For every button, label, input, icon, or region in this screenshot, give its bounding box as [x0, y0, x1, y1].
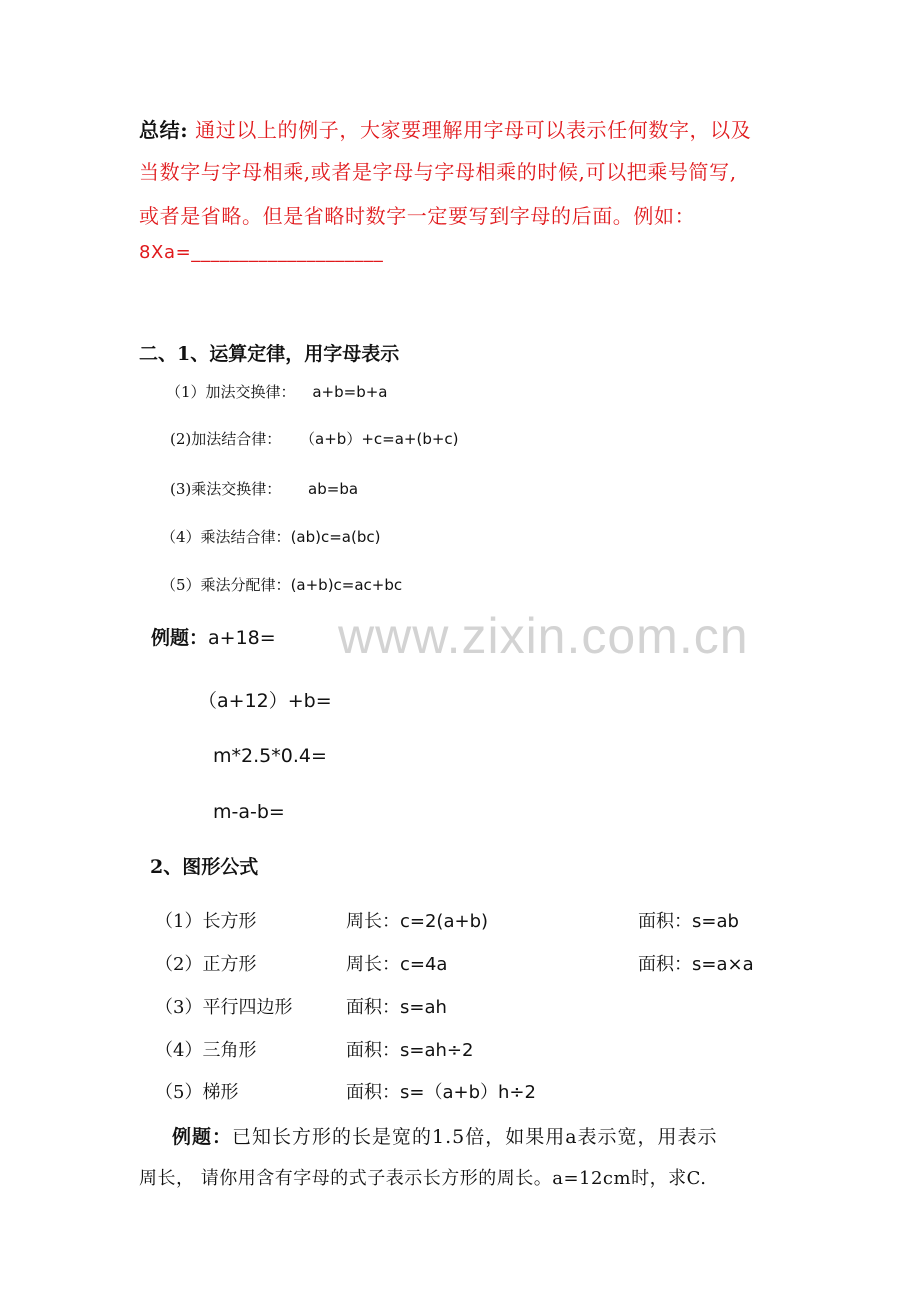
example-label: 例题： — [151, 627, 209, 649]
summary-line-3: 或者是省略。但是省略时数字一定要写到字母的后面。例如： — [139, 204, 696, 228]
law-row-5 — [161, 574, 402, 595]
law-num: (3) — [170, 480, 192, 498]
law-name: 乘法交换律： — [191, 480, 282, 498]
law-num: （5） — [161, 576, 201, 594]
shape-row — [155, 1078, 238, 1104]
law-formula: (ab)c=a(bc) — [290, 528, 381, 546]
law-row-2 — [170, 428, 459, 449]
summary-line-2: 当数字与字母相乘,或者是字母与字母相乘的时候,可以把乘号简写, — [139, 160, 737, 184]
law-row-4 — [161, 526, 380, 547]
shape-num: （1） — [155, 911, 203, 932]
law-name: 加法结合律： — [191, 430, 282, 448]
law-name: 乘法结合律： — [200, 528, 291, 546]
law-formula: ab=ba — [308, 480, 359, 498]
shape-row — [155, 1036, 256, 1062]
shape-formula: 面积：s=ab — [638, 911, 739, 932]
shape-formula: 面积：s=ah÷2 — [346, 1040, 474, 1061]
section2-heading: 2、图形公式 — [150, 856, 259, 878]
shape-num: （5） — [155, 1082, 203, 1103]
example-expr: m-a-b= — [213, 801, 285, 823]
shape-name: 正方形 — [202, 954, 257, 975]
shape-formula: 面积：s=（a+b）h÷2 — [346, 1082, 536, 1103]
example-row-1 — [151, 623, 276, 650]
shape-name: 三角形 — [202, 1040, 257, 1061]
example-expr: a+18= — [208, 627, 276, 649]
shape-formula: 面积：s=a×a — [638, 954, 754, 975]
law-num: （4） — [161, 528, 201, 546]
shape-num: （2） — [155, 954, 203, 975]
summary-text-1: 通过以上的例子，大家要理解用字母可以表示任何数字，以及 — [195, 118, 752, 142]
example-label: 例题： — [172, 1126, 233, 1148]
law-name: 乘法分配律： — [200, 576, 291, 594]
law-row-3 — [170, 478, 358, 499]
law-name: 加法交换律： — [205, 383, 296, 401]
law-row-1 — [166, 381, 387, 402]
example-expr: （a+12）+b= — [198, 690, 332, 712]
law-num: (2) — [170, 430, 192, 448]
law-num: （1） — [166, 383, 206, 401]
example-expr: m*2.5*0.4= — [213, 745, 327, 767]
shape-formula: 面积：s=ah — [346, 997, 447, 1018]
law-formula: a+b=b+a — [312, 383, 388, 401]
shape-formula: 周长：c=2(a+b) — [346, 911, 489, 932]
shape-name: 梯形 — [202, 1082, 239, 1103]
summary-line-1 — [139, 114, 751, 143]
summary-label: 总结: — [139, 118, 189, 142]
shape-num: （3） — [155, 997, 203, 1018]
section1-heading: 二、1、运算定律，用字母表示 — [139, 343, 400, 365]
shape-row — [155, 907, 256, 933]
watermark: www.zixin.com.cn — [338, 608, 749, 664]
shape-num: （4） — [155, 1040, 203, 1061]
law-formula: (a+b)c=ac+bc — [290, 576, 403, 594]
final-example-line-1 — [172, 1122, 718, 1149]
shape-formula: 周长：c=4a — [346, 954, 448, 975]
law-formula: （a+b）+c=a+(b+c) — [300, 430, 459, 448]
final-example-text-1: 已知长方形的长是宽的1.5倍，如果用a表示宽，用表示 — [232, 1126, 718, 1148]
shape-row — [155, 950, 256, 976]
shape-row — [155, 993, 292, 1019]
summary-line-4: 8Xa=____________________ — [139, 242, 384, 263]
final-example-line-2: 周长， 请你用含有字母的式子表示长方形的周长。a=12cm时，求C. — [139, 1168, 707, 1189]
shape-name: 平行四边形 — [202, 997, 293, 1018]
shape-name: 长方形 — [202, 911, 257, 932]
